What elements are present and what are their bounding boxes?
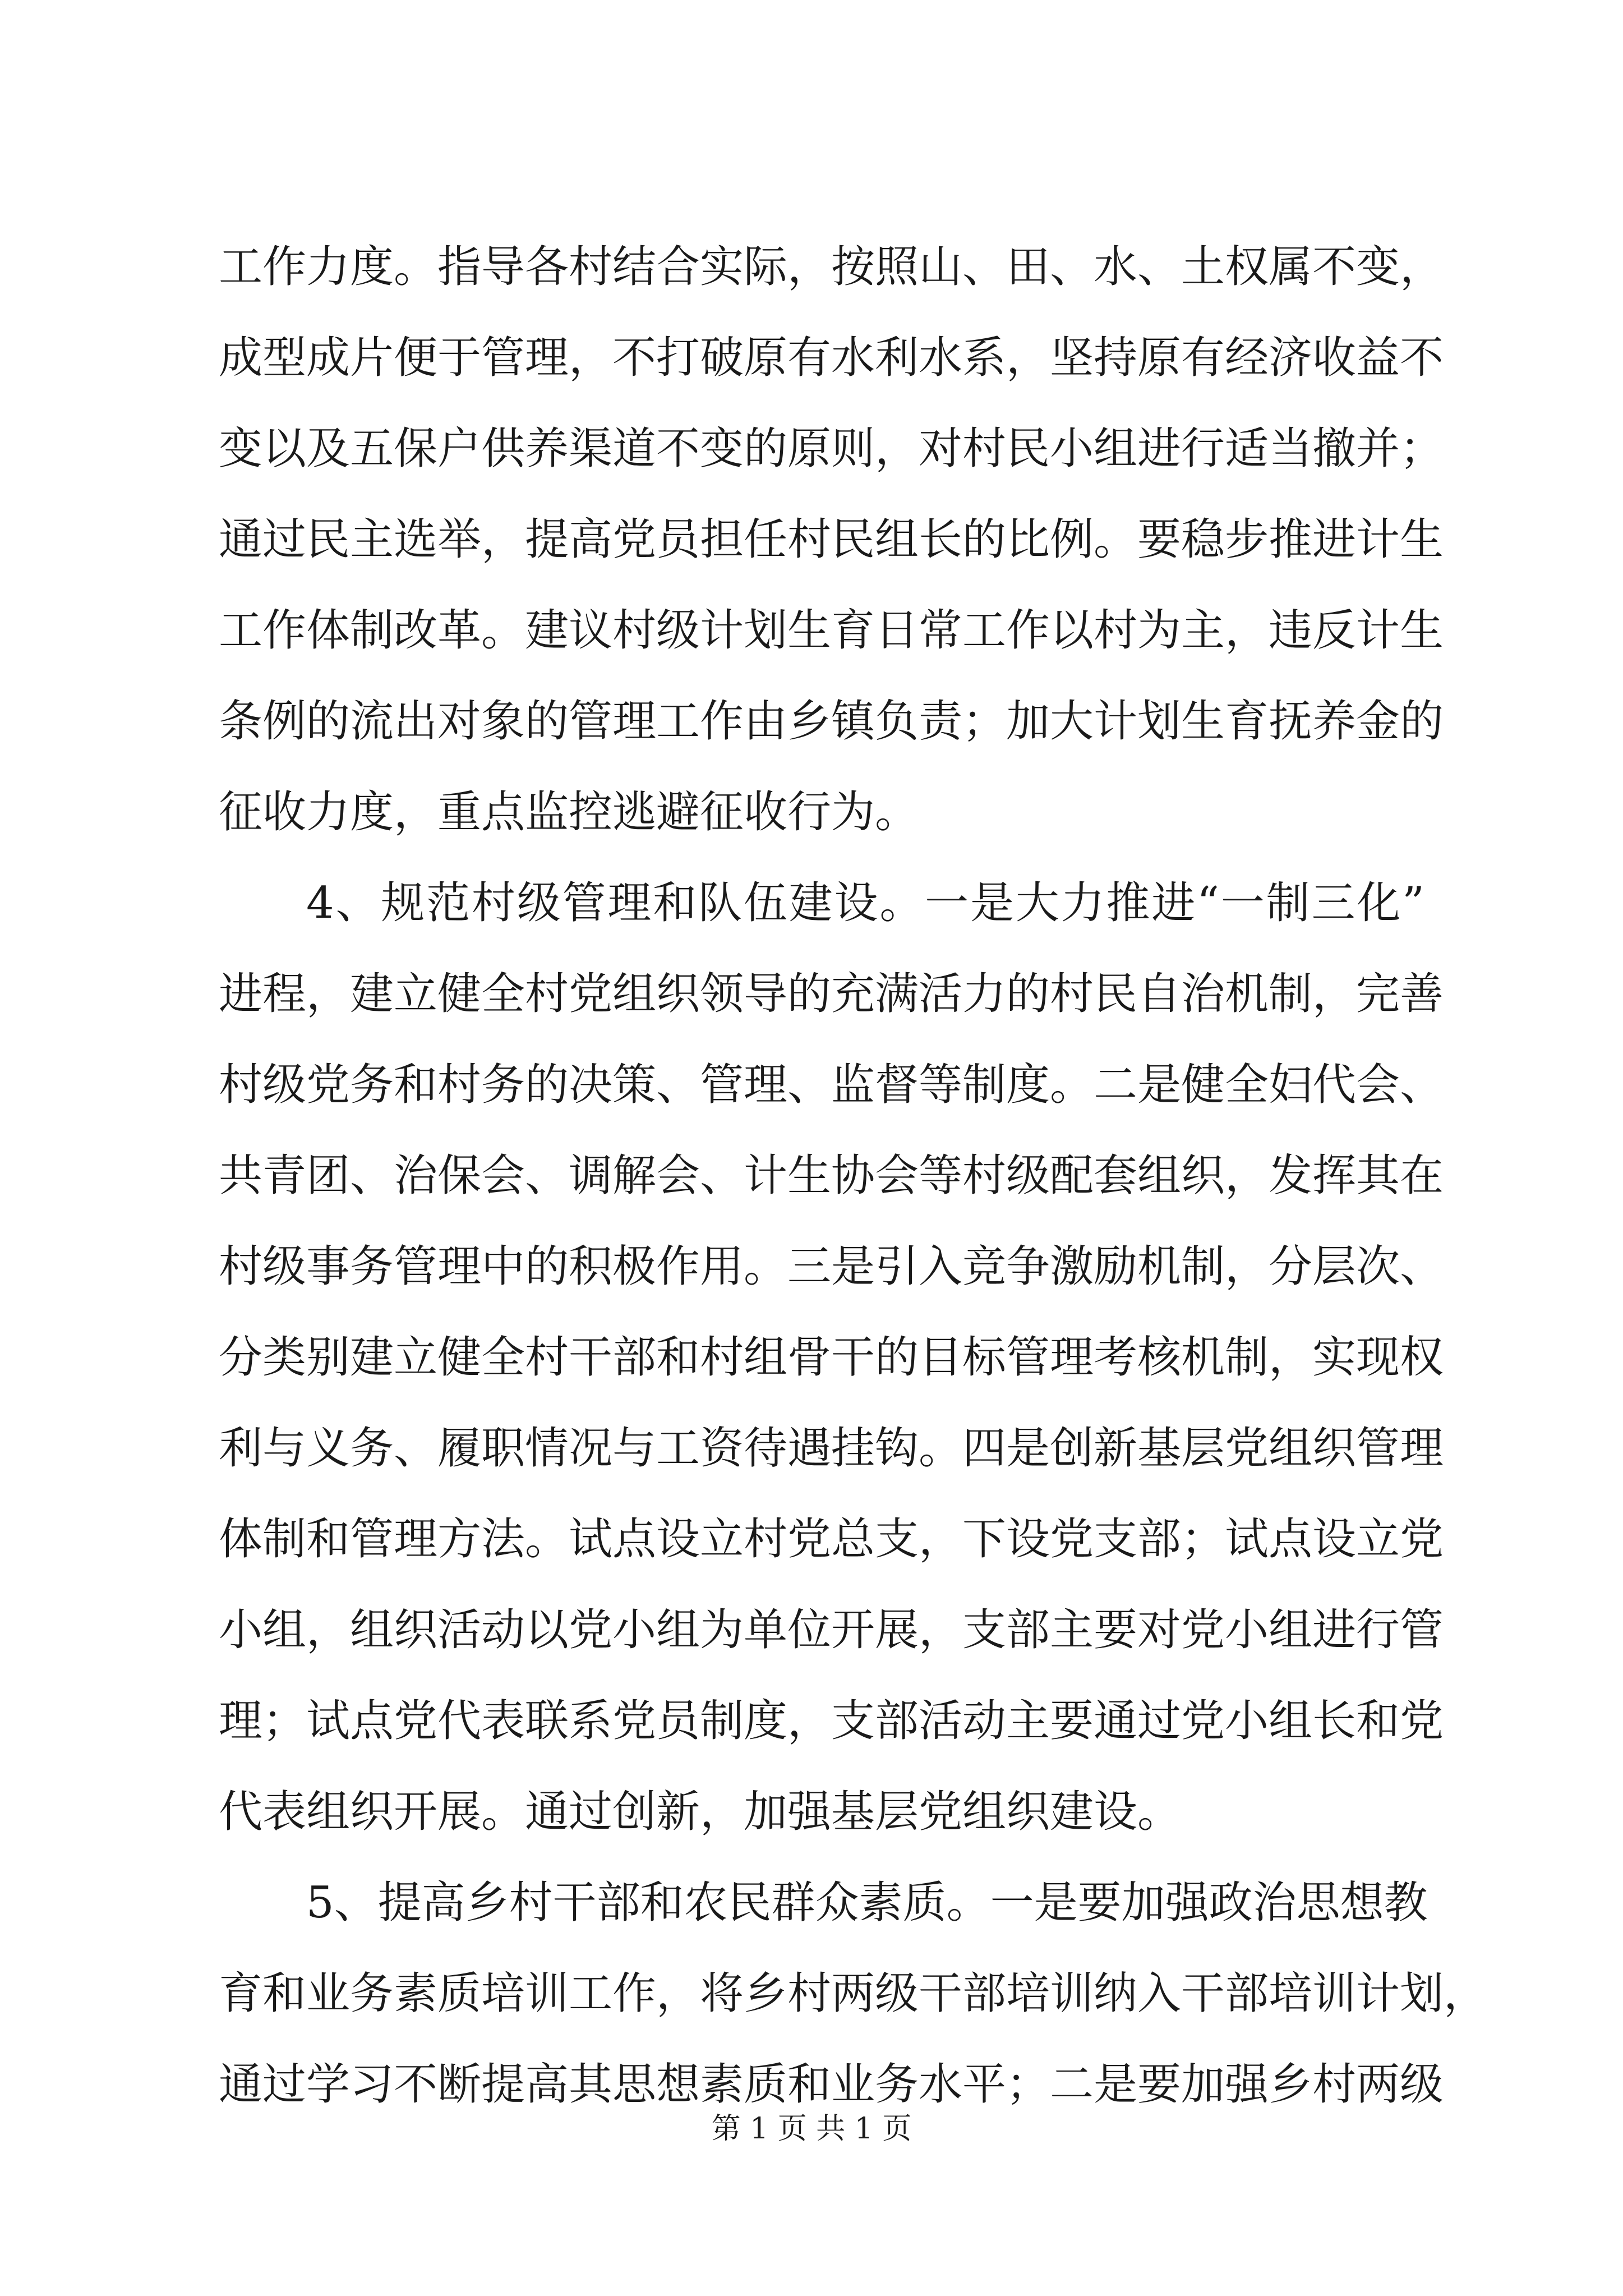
text-line: 村级事务管理中的积极作用。三是引入竞争激励机制，分层次、 bbox=[219, 1241, 1444, 1292]
text-line: 理；试点党代表联系党员制度，支部活动主要通过党小组长和党 bbox=[219, 1696, 1444, 1746]
page-number-label: 第 1 页 共 1 页 bbox=[711, 2112, 912, 2146]
text-line: 成型成片便于管理，不打破原有水利水系，坚持原有经济收益不 bbox=[219, 333, 1444, 383]
page-footer bbox=[0, 2105, 1623, 2147]
paragraph-start-line: 4、规范村级管理和队伍建设。一是大力推进“一制三化” bbox=[306, 878, 1424, 928]
text-line: 小组，组织活动以党小组为单位开展，支部主要对党小组进行管 bbox=[219, 1605, 1444, 1655]
text-line: 代表组织开展。通过创新，加强基层党组织建设。 bbox=[219, 1787, 1182, 1837]
paragraph-start-line: 5、提高乡村干部和农民群众素质。一是要加强政治思想教 bbox=[306, 1878, 1428, 1928]
text-line: 通过学习不断提高其思想素质和业务水平；二是要加强乡村两级 bbox=[219, 2059, 1444, 2110]
text-line: 进程，建立健全村党组织领导的充满活力的村民自治机制，完善 bbox=[219, 969, 1444, 1019]
text-line: 育和业务素质培训工作，将乡村两级干部培训纳入干部培训计划， bbox=[219, 1968, 1488, 2019]
text-line: 变以及五保户供养渠道不变的原则，对村民小组进行适当撤并； bbox=[219, 424, 1444, 474]
text-line: 村级党务和村务的决策、管理、监督等制度。二是健全妇代会、 bbox=[219, 1060, 1444, 1110]
text-line: 体制和管理方法。试点设立村党总支，下设党支部；试点设立党 bbox=[219, 1514, 1444, 1565]
document-body bbox=[219, 222, 1488, 2130]
text-line: 共青团、治保会、调解会、计生协会等村级配套组织，发挥其在 bbox=[219, 1151, 1444, 1201]
text-line: 通过民主选举，提高党员担任村民组长的比例。要稳步推进计生 bbox=[219, 514, 1444, 565]
text-line: 工作体制改革。建议村级计划生育日常工作以村为主，违反计生 bbox=[219, 605, 1444, 656]
text-line: 工作力度。指导各村结合实际，按照山、田、水、土权属不变， bbox=[219, 242, 1444, 292]
text-line: 利与义务、履职情况与工资待遇挂钩。四是创新基层党组织管理 bbox=[219, 1423, 1444, 1474]
text-line: 条例的流出对象的管理工作由乡镇负责；加大计划生育抚养金的 bbox=[219, 696, 1444, 747]
text-line: 征收力度，重点监控逃避征收行为。 bbox=[219, 787, 919, 838]
text-line: 分类别建立健全村干部和村组骨干的目标管理考核机制，实现权 bbox=[219, 1332, 1444, 1383]
